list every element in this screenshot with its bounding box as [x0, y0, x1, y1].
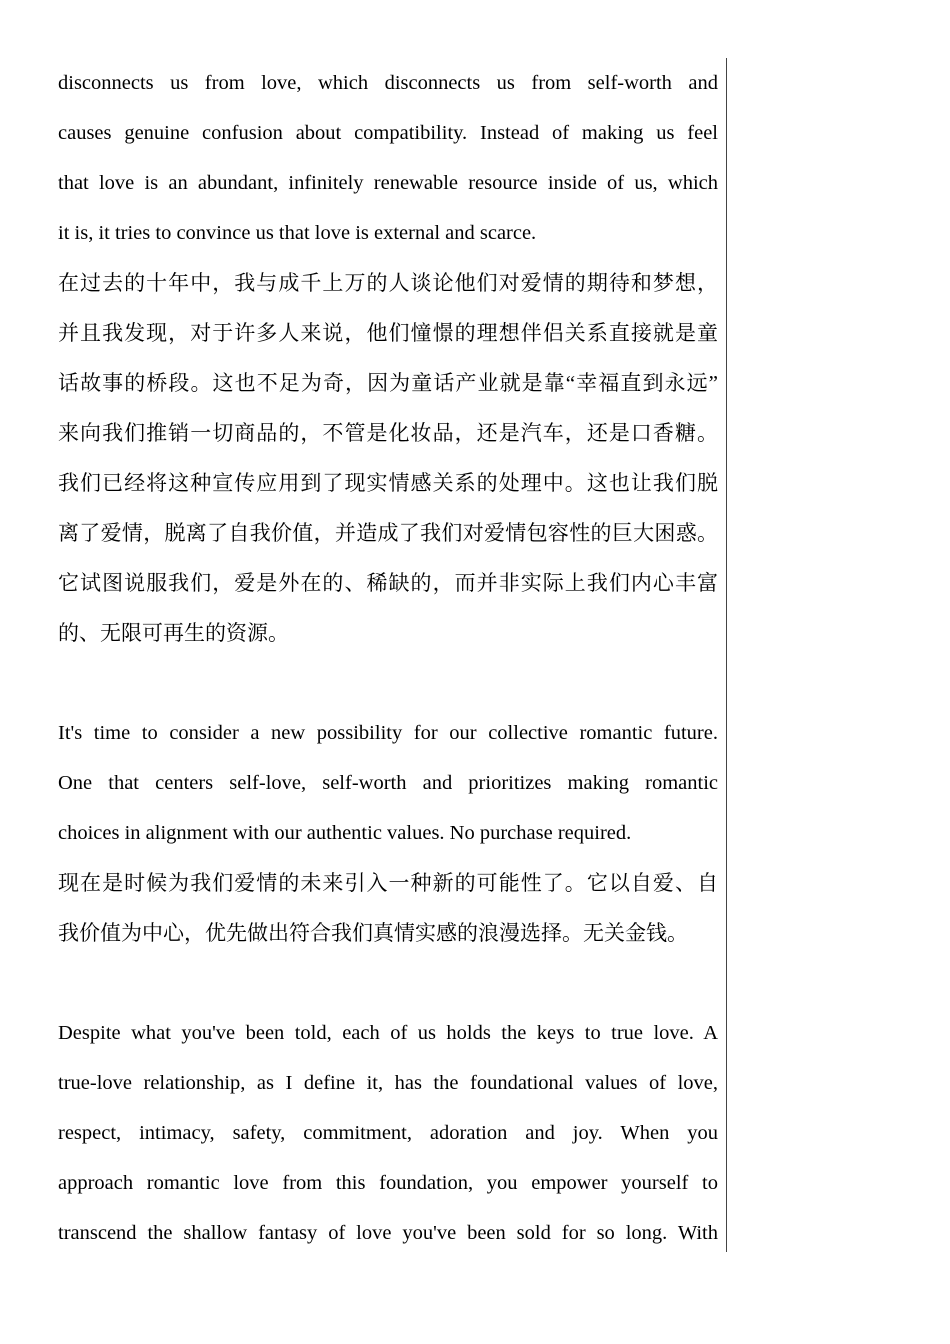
chinese-paragraph [58, 858, 718, 958]
document-page [58, 58, 718, 1258]
text-line: that love is an abundant, infinitely renewable resource inside of us, which [58, 172, 718, 194]
text-line: respect, intimacy, safety, commitment, adoration and joy. When you [58, 1122, 718, 1144]
text-line: 来向我们推销一切商品的，不管是化妆品，还是汽车，还是口香糖。 [58, 421, 718, 445]
text-line: transcend the shallow fantasy of love you've been sold for so long. With [58, 1222, 718, 1244]
text-line: 我价值为中心，优先做出符合我们真情实感的浪漫选择。无关金钱。 [58, 921, 688, 945]
text-line: 我们已经将这种宣传应用到了现实情感关系的处理中。这也让我们脱 [58, 471, 718, 495]
margin-rule [726, 58, 727, 1252]
text-line: causes genuine confusion about compatibility. Instead of making us feel [58, 122, 718, 144]
paragraph-spacer [58, 658, 718, 708]
text-line: 在过去的十年中，我与成千上万的人谈论他们对爱情的期待和梦想， [58, 271, 718, 295]
text-line: One that centers self-love, self-worth and prioritizes making romantic [58, 772, 718, 794]
text-line: 它试图说服我们，爱是外在的、稀缺的，而并非实际上我们内心丰富 [58, 571, 718, 595]
text-line: it is, it tries to convince us that love is external and scarce. [58, 222, 537, 244]
text-line: It's time to consider a new possibility for our collective romantic future. [58, 722, 718, 744]
text-line: approach romantic love from this foundation, you empower yourself to [58, 1172, 718, 1194]
text-line: 的、无限可再生的资源。 [58, 621, 289, 645]
text-line: disconnects us from love, which disconnects us from self-worth and [58, 72, 718, 94]
text-line: 现在是时候为我们爱情的未来引入一种新的可能性了。它以自爱、自 [58, 871, 718, 895]
text-line: Despite what you've been told, each of us holds the keys to true love. A [58, 1022, 718, 1044]
english-paragraph [58, 708, 718, 858]
text-line: 话故事的桥段。这也不足为奇，因为童话产业就是靠“幸福直到永远” [58, 371, 718, 395]
text-line: true-love relationship, as I define it, has the foundational values of love, [58, 1072, 718, 1094]
english-paragraph [58, 58, 718, 258]
text-line: 离了爱情，脱离了自我价值，并造成了我们对爱情包容性的巨大困惑。 [58, 521, 718, 545]
text-line: choices in alignment with our authentic values. No purchase required. [58, 822, 632, 844]
english-paragraph [58, 1008, 718, 1258]
chinese-paragraph [58, 258, 718, 658]
paragraph-spacer [58, 958, 718, 1008]
text-line: 并且我发现，对于许多人来说，他们憧憬的理想伴侣关系直接就是童 [58, 321, 718, 345]
